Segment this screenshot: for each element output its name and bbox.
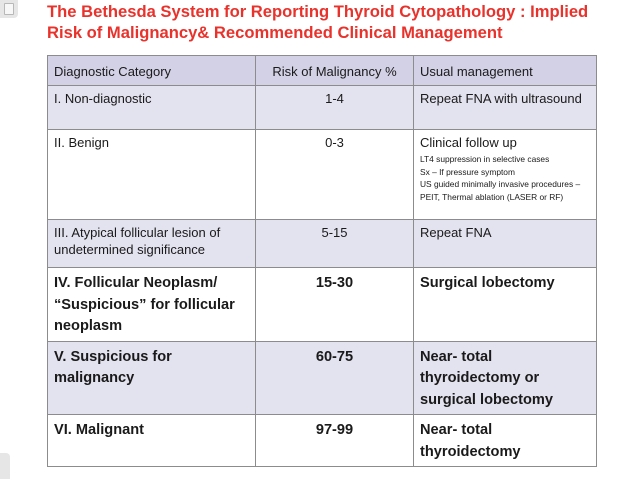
header-risk-of-malignancy: Risk of Malignancy %	[256, 56, 414, 86]
management-cell: Near- total thyroidectomy or surgical lobectomy	[414, 341, 597, 415]
table-header-row	[48, 56, 597, 86]
risk-cell: 0-3	[256, 130, 414, 220]
management-cell: Repeat FNA with ultrasound	[414, 86, 597, 130]
management-primary: Clinical follow up	[420, 135, 517, 150]
management-note: US guided minimally invasive procedures – PEIT, Thermal ablation (LASER or RF)	[420, 179, 581, 202]
category-cell: III. Atypical follicular lesion of undetermined significance	[48, 220, 256, 268]
category-cell: V. Suspicious for malignancy	[48, 341, 256, 415]
category-cell: VI. Malignant	[48, 415, 256, 467]
risk-cell: 5-15	[256, 220, 414, 268]
category-cell: II. Benign	[48, 130, 256, 220]
management-note: Sx – If pressure symptom	[420, 166, 515, 177]
management-cell	[414, 130, 597, 220]
management-notes	[420, 153, 590, 203]
risk-cell: 60-75	[256, 341, 414, 415]
table-row	[48, 86, 597, 130]
management-note: LT4 suppression in selective cases	[420, 154, 550, 164]
table-row	[48, 415, 597, 467]
table-row	[48, 130, 597, 220]
header-diagnostic-category: Diagnostic Category	[48, 56, 256, 86]
table-row	[48, 268, 597, 342]
slide-title: The Bethesda System for Reporting Thyroid Cytopathology : Implied Risk of Malignancy& Recommended Clinical Management	[47, 2, 589, 42]
risk-cell: 1-4	[256, 86, 414, 130]
side-tab-marker	[0, 453, 10, 479]
management-cell: Surgical lobectomy	[414, 268, 597, 342]
risk-cell: 15-30	[256, 268, 414, 342]
management-cell: Repeat FNA	[414, 220, 597, 268]
table-row	[48, 220, 597, 268]
category-cell: IV. Follicular Neoplasm/ “Suspicious” for follicular neoplasm	[48, 268, 256, 342]
bethesda-table	[47, 55, 597, 467]
category-cell: I. Non-diagnostic	[48, 86, 256, 130]
header-usual-management: Usual management	[414, 56, 597, 86]
page-corner-icon	[0, 0, 18, 18]
table-row	[48, 341, 597, 415]
risk-cell: 97-99	[256, 415, 414, 467]
management-cell: Near- total thyroidectomy	[414, 415, 597, 467]
